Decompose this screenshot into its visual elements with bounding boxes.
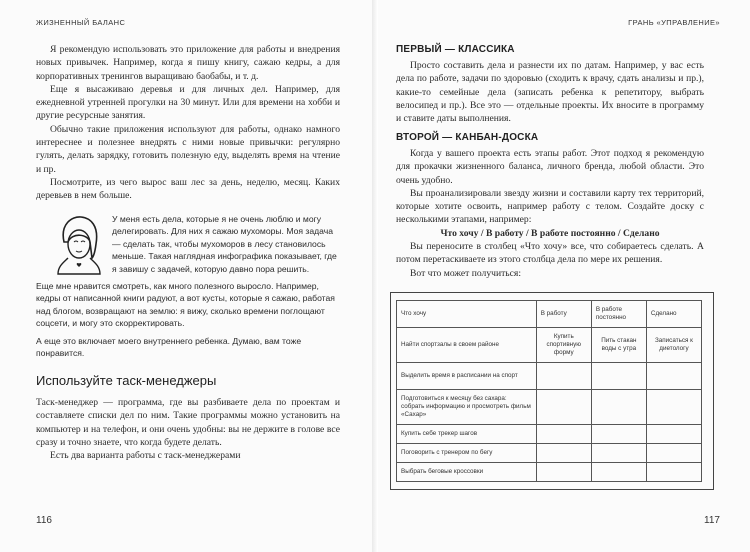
paragraph: Вы переносите в столбец «Что хочу» все, что собираетесь сделать. А потом перетаскиваете из этого столбца дела по мере их решения.	[396, 241, 704, 266]
table-row	[397, 463, 702, 482]
note-paragraph: У меня есть дела, которые я не очень люблю и могу делегировать. Для них я сажаю мухоморы. Моя задача — сделать так, чтобы мухоморов в лесу становилось меньше. Такая наглядная инфографика показывает, где я завишу с задачей, которую давно пора решить.	[112, 214, 337, 274]
paragraph: Просто составить дела и разнести их по датам. Например, у вас есть дела по работе, задачи по здоровью (сходить к врачу, сдать анализы и пр.), какие-то семейные дела (записать ребенка к репетитору, выбрать велосипед и пр.). Все это — отдельные проекты. Их вносите в программу и ставите даты выполнения.	[396, 60, 704, 125]
column-header: В работу	[536, 301, 591, 328]
table-cell	[536, 363, 591, 390]
table-cell	[591, 444, 646, 463]
table-cell: Записаться к диетологу	[646, 328, 701, 363]
author-note-first	[112, 213, 340, 280]
page-number-right: 117	[704, 515, 720, 526]
table-cell	[646, 463, 701, 482]
table-cell	[591, 390, 646, 425]
table-row	[397, 425, 702, 444]
table-cell	[536, 444, 591, 463]
running-head-left: ЖИЗНЕННЫЙ БАЛАНС	[36, 18, 126, 27]
paragraph: Посмотрите, из чего вырос ваш лес за день, неделю, месяц. Каких деревьев в нем больше.	[36, 176, 340, 202]
paragraph: Есть два варианта работы с таск-менеджерами	[50, 450, 241, 462]
table-cell	[646, 390, 701, 425]
body-text-bottom	[36, 396, 340, 462]
column-header: Что хочу	[397, 301, 537, 328]
table-cell: Выбрать беговые кроссовки	[397, 463, 537, 482]
paragraph: Вот что может получиться:	[410, 267, 521, 279]
table-cell: Подготовиться к месяцу без сахара: собрать информацию и просмотреть фильм «Сахар»	[397, 390, 537, 425]
table-cell	[646, 425, 701, 444]
table-row	[397, 390, 702, 425]
table-header-row	[397, 301, 702, 328]
paragraph: Еще я высаживаю деревья и для личных дел. Например, для ежедневной утренней прогулки на 30 минут. Или для времени на хобби и другие ресурсные занятия.	[36, 83, 340, 122]
table-cell: Купить себе трекер шагов	[397, 425, 537, 444]
table-cell: Купить спортивную форму	[536, 328, 591, 363]
body-text-top	[36, 43, 340, 203]
note-paragraph: А еще это включает моего внутреннего ребенка. Думаю, вам тоже понравится.	[36, 335, 302, 359]
table-cell	[536, 425, 591, 444]
left-page	[0, 0, 372, 552]
column-header: В работе постоянно	[591, 301, 646, 328]
heading-classic: ПЕРВЫЙ — КЛАССИКА	[396, 44, 515, 55]
table-cell	[536, 463, 591, 482]
page-number-left: 116	[36, 515, 52, 526]
paragraph: Обычно такие приложения используют для работы, однако намного интереснее и полезнее внедрять с ними новые привычки: регулярно гулять, делать зарядку, готовить полезную еду, выделять время на чтение и пр.	[36, 123, 340, 175]
table-row	[397, 363, 702, 390]
table-row	[397, 444, 702, 463]
paragraph: Вы проанализировали звезду жизни и составили карту тех территорий, которые хотите освоить, например работу с телом. Создайте доску с несколькими этапами, например:	[396, 187, 704, 226]
table-cell	[591, 463, 646, 482]
section-title: Используйте таск-менеджеры	[36, 373, 217, 388]
author-note-rest	[36, 280, 340, 364]
right-page	[378, 0, 750, 552]
table-cell	[591, 425, 646, 444]
kanban-stages: Что хочу / В работу / В работе постоянно / Сделано	[440, 227, 660, 239]
table-cell: Поговорить с тренером по бегу	[397, 444, 537, 463]
running-head-right: ГРАНЬ «УПРАВЛЕНИЕ»	[628, 18, 720, 27]
heading-kanban: ВТОРОЙ — КАНБАН-ДОСКА	[396, 132, 539, 143]
column-header: Сделано	[646, 301, 701, 328]
body-text-classic	[396, 59, 704, 125]
table-cell	[591, 363, 646, 390]
note-paragraph: Еще мне нравится смотреть, как много полезного выросло. Например, кедры от написанной книги радуют, а вот кусты, которые я сажаю, работая над блогом, возвращают на землю: я вижу, сколько времени поглощают соцсети, и могу это скорректировать.	[36, 281, 335, 329]
table-cell	[536, 390, 591, 425]
body-text-kanban	[396, 147, 704, 280]
author-portrait-illustration	[50, 212, 108, 276]
paragraph: Я рекомендую использовать это приложение для работы и внедрения новых привычек. Например, когда я пишу книгу, сажаю кедры, а для корпоративных тренингов выращиваю баобабы, и т. д.	[36, 44, 340, 82]
table-cell: Найти спортзалы в своем районе	[397, 328, 537, 363]
paragraph: Когда у вашего проекта есть этапы работ. Этот подход я рекомендую для прокачки жизненного баланса, личного бренда, любой области. Это очень удобно.	[396, 148, 704, 186]
table-cell: Пить стакан воды с утра	[591, 328, 646, 363]
table-cell	[646, 444, 701, 463]
kanban-table	[396, 300, 702, 482]
table-cell	[646, 363, 701, 390]
paragraph: Таск-менеджер — программа, где вы разбиваете дела по проектам и составляете списки дел по ним. Такие программы можно установить на компьютер и на телефон, и они очень удобны: вы не держите в голове все сразу и точно знаете, что когда будете делать.	[36, 397, 340, 448]
table-cell: Выделить время в расписании на спорт	[397, 363, 537, 390]
table-row	[397, 328, 702, 363]
